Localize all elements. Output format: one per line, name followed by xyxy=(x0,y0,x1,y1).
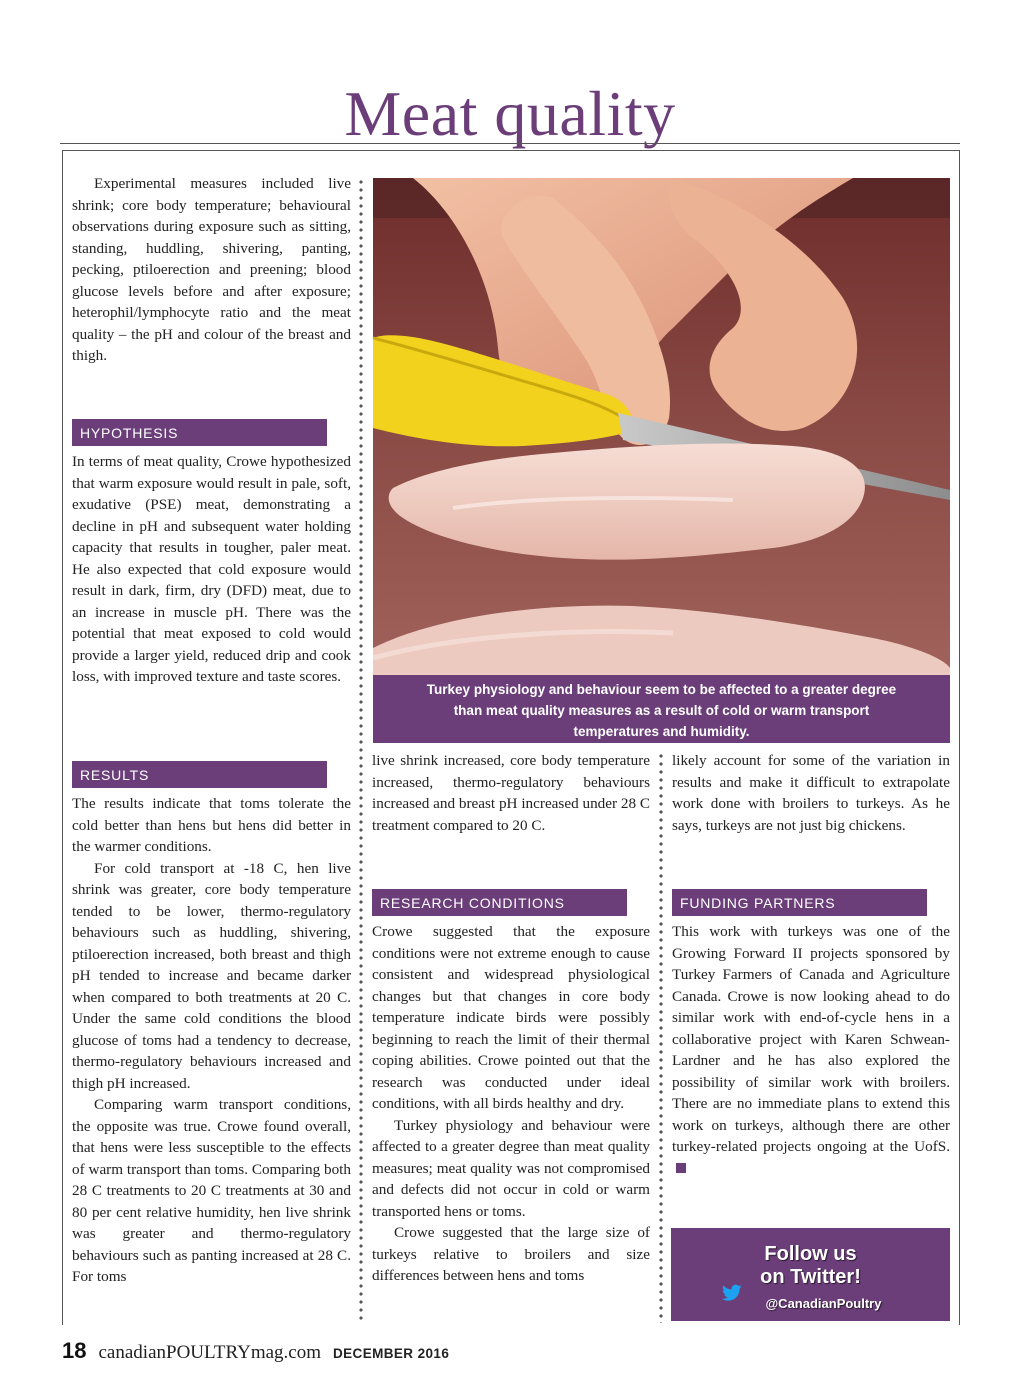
results-paragraph-2: For cold transport at -18 C, hen live shrink was greater, core body temperature tended to be lower, thermo-regulatory behaviours such as huddling, shivering, ptiloerection increased, both breast and thigh pH tended to increase and became darker when compared to both treatments at 20 C. Under the same cold conditions the blood glucose of toms had a tendency to decrease, thermo-regulatory behaviours increased and thigh pH increased. xyxy=(72,859,351,1092)
end-mark-icon xyxy=(676,1163,686,1173)
column-divider-left xyxy=(359,178,363,1323)
funding-paragraph-text: This work with turkeys was one of the Growing Forward II projects sponsored by Turkey Farmers of Canada and Agriculture Canada. Crowe is now looking ahead to do similar work with end-of-cycle hens in a collaborative project with Karen Schwean-Lardner and he has also explored the possibility of similar work with broilers. There are no immediate plans to extend this work on turkeys, although there are other turkey-related projects ongoing at the UofS. xyxy=(672,923,950,1155)
page-title: Meat quality xyxy=(344,78,676,149)
magazine-url[interactable]: canadianPOULTRYmag.com xyxy=(98,1342,321,1363)
research-conditions-text xyxy=(372,921,650,1287)
twitter-handle[interactable]: @CanadianPoultry xyxy=(765,1296,882,1311)
results-paragraph-1: The results indicate that toms tolerate the cold better than hens but hens did better in the warmer conditions. xyxy=(72,795,351,855)
hypothesis-paragraph: In terms of meat quality, Crowe hypothesized that warm exposure would result in pale, soft, exudative (PSE) meat, demonstrating a decline in pH and subsequent water holding capacity that results in tougher, paler meat. He also expected that cold exposure would result in dark, firm, dry (DFD) meat, due to an increase in muscle pH. There was the potential that meat exposed to cold would provide a larger yield, reduced drip and cook loss, with improved texture and taste scores. xyxy=(72,453,351,685)
results-text xyxy=(72,793,351,1288)
research-paragraph-3: Crowe suggested that the large size of turkeys relative to broilers and size differences between hens and toms xyxy=(372,1224,650,1284)
page-number: 18 xyxy=(62,1338,87,1363)
photo-caption: Turkey physiology and behaviour seem to be affected to a greater degree than meat quality measures as a result of cold or warm transport temperatures and humidity. xyxy=(373,675,950,743)
research-paragraph-1: Crowe suggested that the exposure conditions were not extreme enough to cause consistent and widespread physiological changes but that changes in core body temperature indicate birds were possibly beginning to reach the limit of their thermal coping abilities. Crowe pointed out that the research was conducted under ideal conditions, with all birds healthy and dry. xyxy=(372,923,650,1112)
results-paragraph-3: Comparing warm transport conditions, the opposite was true. Crowe found overall, that hens were less susceptible to the effects of warm transport than toms. Comparing both 28 C treatments to 20 C treatments at 30 and 80 per cent relative humidity, hen live shrink was greater and thermo-regulatory behaviours such as panting increased at 28 C. For toms xyxy=(72,1096,351,1285)
research-paragraph-2: Turkey physiology and behaviour were affected to a greater degree than meat quality measures; meat quality was not compromised and defects did not occur in cold or warm transported hens or toms. xyxy=(372,1116,650,1220)
research-conditions-heading: RESEARCH CONDITIONS xyxy=(372,889,627,916)
page-footer xyxy=(62,1338,449,1364)
funding-text xyxy=(672,921,950,1179)
article-photo xyxy=(373,178,950,675)
twitter-line-1: Follow us xyxy=(764,1243,857,1265)
hypothesis-text xyxy=(72,451,351,688)
results-continued-paragraph: live shrink increased, core body temperature increased, thermo-regulatory behaviours increased and breast pH increased under 28 C treatment compared to 20 C. xyxy=(372,752,650,834)
twitter-promo[interactable] xyxy=(671,1228,950,1321)
results-heading: RESULTS xyxy=(72,761,327,788)
funding-paragraph xyxy=(672,921,950,1179)
issue-date: DECEMBER 2016 xyxy=(333,1346,450,1361)
twitter-bird-icon xyxy=(722,1284,742,1302)
intro-paragraph: Experimental measures included live shrink; core body temperature; behavioural observations during exposure such as sitting, standing, huddling, shivering, panting, pecking, ptiloerection and preening; blood glucose levels before and after exposure; heterophil/lymphocyte ratio and the meat quality – the pH and colour of the breast and thigh. xyxy=(72,175,351,364)
research-continued-paragraph: likely account for some of the variation in results and make it difficult to extrapolate work done with broilers to turkeys. As he says, turkeys are not just big chickens. xyxy=(672,752,950,834)
intro-text xyxy=(72,173,351,367)
funding-heading: FUNDING PARTNERS xyxy=(672,889,927,916)
results-continued-text xyxy=(372,750,650,836)
hypothesis-heading: HYPOTHESIS xyxy=(72,419,327,446)
column-divider-right xyxy=(659,752,663,1323)
twitter-line-2: on Twitter! xyxy=(760,1266,861,1288)
research-continued-text xyxy=(672,750,950,836)
title-rule xyxy=(60,143,960,144)
